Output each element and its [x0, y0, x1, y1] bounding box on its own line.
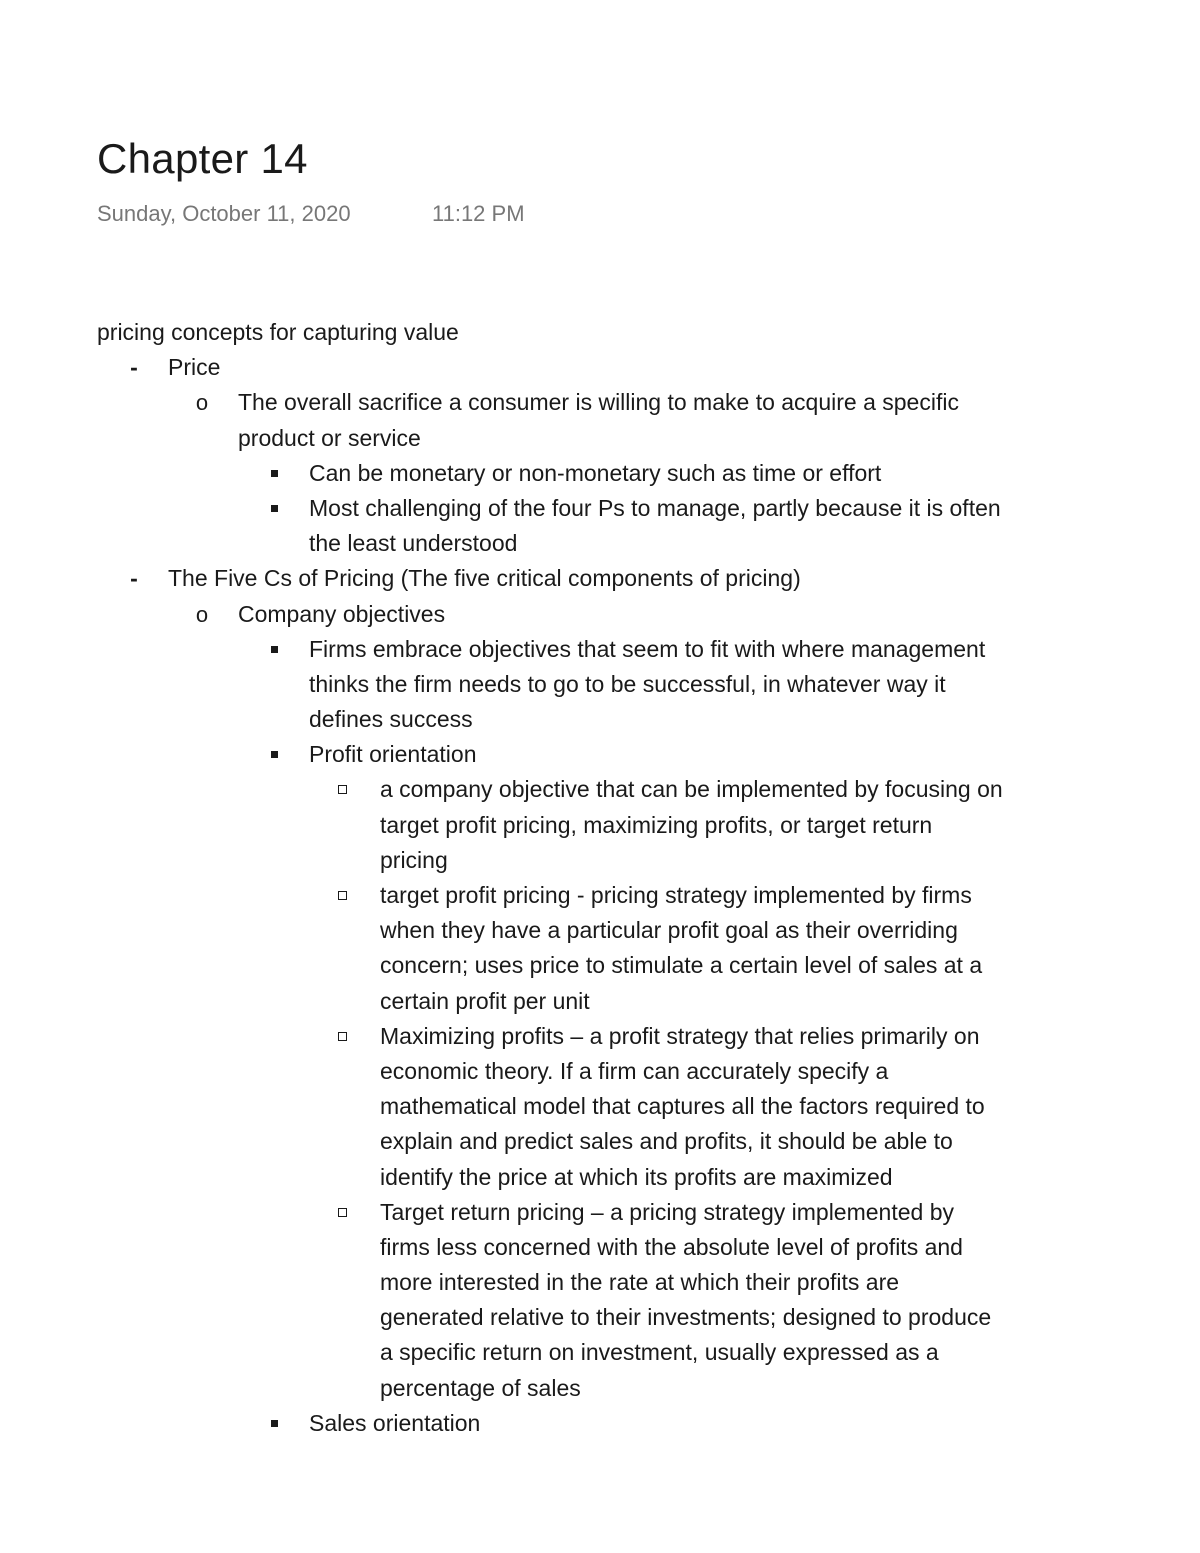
outline-text: explain and predict sales and profits, it should be able to — [380, 1128, 953, 1155]
outline-text: target profit pricing - pricing strategy implemented by firms — [380, 882, 972, 908]
outline-text: defines success — [309, 706, 473, 733]
outline-text: The Five Cs of Pricing (The five critical components of pricing) — [168, 565, 801, 592]
note-time: 11:12 PM — [432, 201, 525, 226]
outline-line — [0, 561, 1200, 596]
outline-line — [0, 421, 1200, 456]
outline-text: concern; uses price to stimulate a certain level of sales at a — [380, 952, 983, 979]
outline-text: Firms embrace objectives that seem to fit with where management — [309, 635, 986, 662]
outline-text: mathematical model that captures all the factors required to — [380, 1093, 985, 1120]
outline-text: Target return pricing – a pricing strategy implemented by — [380, 1198, 955, 1225]
outline-line — [0, 1019, 1200, 1054]
dash-bullet-icon: - — [130, 354, 138, 381]
outline-text: The overall sacrifice a consumer is willing to make to acquire a specific — [238, 389, 959, 416]
outline-line — [0, 1124, 1200, 1159]
outline-line — [0, 1335, 1200, 1370]
outline-line — [0, 667, 1200, 702]
outline-line — [0, 913, 1200, 948]
dash-bullet-icon: - — [130, 565, 138, 592]
outline-line — [0, 984, 1200, 1019]
outline-text: more interested in the rate at which their profits are — [380, 1269, 900, 1296]
outline-text: Profit orientation — [309, 741, 477, 768]
outline-text: Can be monetary or non-monetary such as time or effort — [309, 459, 882, 486]
outline-line — [0, 1230, 1200, 1265]
outline-line — [0, 491, 1200, 526]
outline-line — [0, 843, 1200, 878]
outline-text: Maximizing profits – a profit strategy that relies primarily on — [380, 1022, 980, 1049]
outline-line — [0, 878, 1200, 913]
outline-text: economic theory. If a firm can accurately specify a — [380, 1057, 889, 1084]
outline-text: when they have a particular profit goal as their overriding — [380, 917, 958, 944]
outline-line — [0, 315, 1200, 350]
outline-text: thinks the firm needs to go to be successful, in whatever way it — [309, 670, 946, 697]
outline-line — [0, 632, 1200, 667]
outline-text: certain profit per unit — [380, 987, 590, 1014]
outline-text: identify the price at which its profits are maximized — [380, 1163, 893, 1190]
outline-text: Company objectives — [238, 600, 446, 627]
outline-text: pricing — [380, 846, 448, 873]
outline-line — [0, 1195, 1200, 1230]
outline-line — [0, 1371, 1200, 1406]
outline-text: a company objective that can be implemented by focusing on — [380, 776, 1003, 803]
outline-line — [0, 526, 1200, 561]
outline-text: pricing concepts for capturing value — [97, 319, 459, 345]
outline-line — [0, 1406, 1200, 1441]
outline-line — [0, 1300, 1200, 1335]
outline-line — [0, 737, 1200, 772]
outline-line — [0, 385, 1200, 420]
note-date: Sunday, October 11, 2020 — [97, 201, 351, 226]
outline-line — [0, 702, 1200, 737]
outline-text: a specific return on investment, usually expressed as a — [380, 1339, 939, 1366]
outline-line — [0, 1089, 1200, 1124]
outline-text: target profit pricing, maximizing profits, or target return — [380, 811, 933, 838]
outline-text: product or service — [238, 424, 421, 451]
outline-text: firms less concerned with the absolute level of profits and — [380, 1233, 963, 1260]
outline-line — [0, 456, 1200, 491]
outline-text: Sales orientation — [309, 1409, 481, 1436]
outline-text: the least understood — [309, 530, 518, 557]
outline-line — [0, 948, 1200, 983]
outline-line — [0, 808, 1200, 843]
outline-line — [0, 1265, 1200, 1300]
outline-line — [0, 350, 1200, 385]
outline-text: generated relative to their investments; designed to produce — [380, 1304, 992, 1331]
page-title: Chapter 14 — [97, 135, 308, 182]
note-outline — [0, 315, 1200, 1441]
outline-line — [0, 1160, 1200, 1195]
circle-bullet-icon: o — [195, 601, 209, 627]
circle-bullet-icon: o — [195, 390, 209, 416]
outline-line — [0, 1054, 1200, 1089]
outline-line — [0, 597, 1200, 632]
outline-line — [0, 772, 1200, 807]
outline-text: Most challenging of the four Ps to manage, partly because it is often — [309, 494, 1001, 521]
outline-text: Price — [168, 354, 221, 381]
outline-text: percentage of sales — [380, 1374, 581, 1401]
